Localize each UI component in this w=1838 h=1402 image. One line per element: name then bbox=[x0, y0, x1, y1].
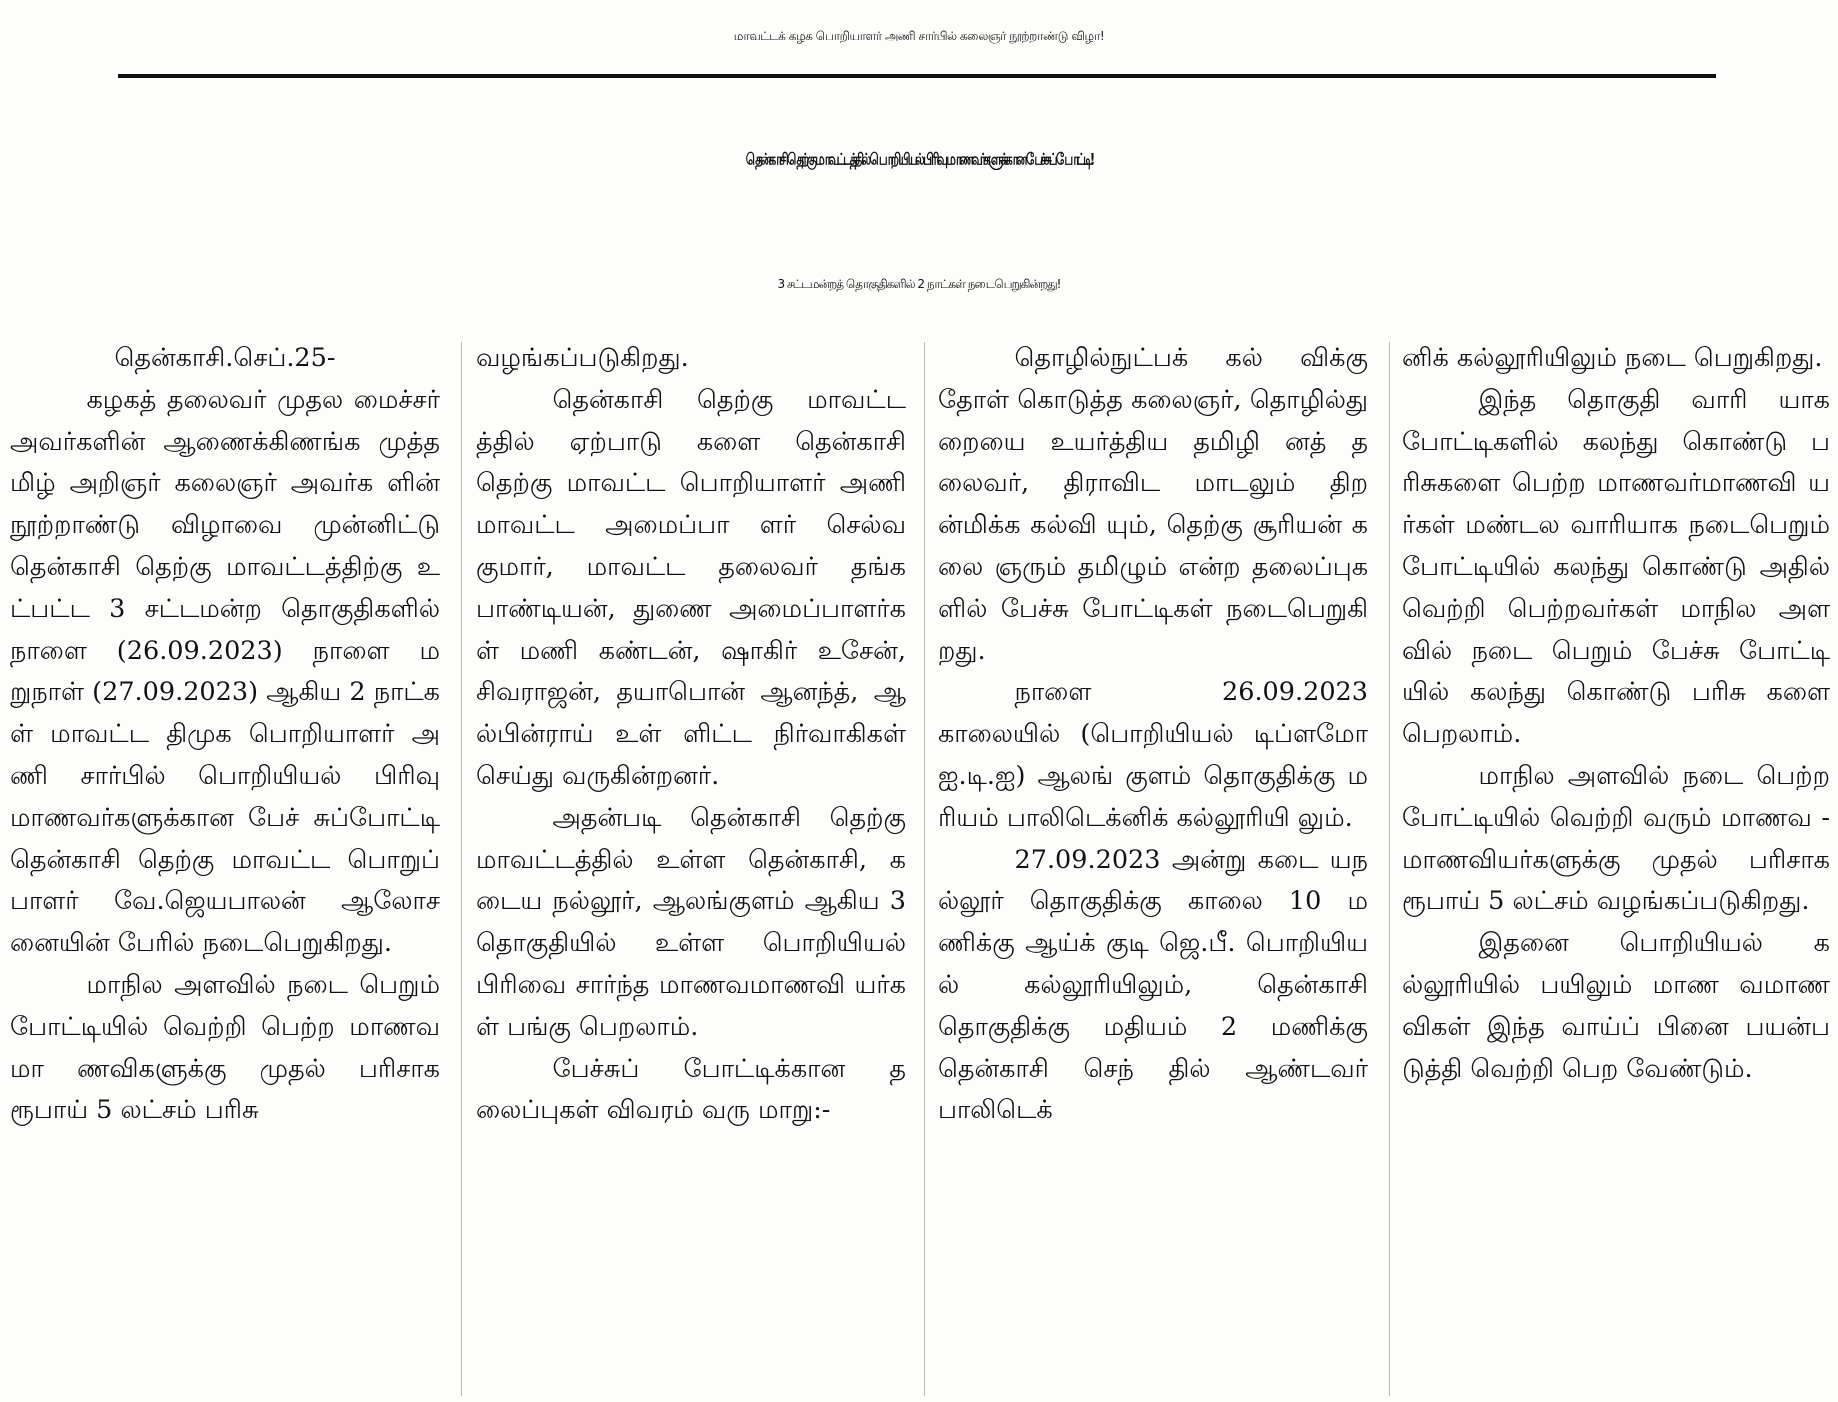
paragraph: நாளை 26.09.2023 காலையில் (பொறியியல் டிப்ளமோ ஐ.டி.ஐ) ஆலங் குளம் தொகுதிக்கு மரியம் பாலிடெக்னிக் கல்லூரியி லும். bbox=[938, 677, 1368, 833]
article-column-4 bbox=[1402, 338, 1830, 1398]
column-divider bbox=[461, 342, 462, 1396]
paragraph-continued: னிக் கல்லூரியிலும் நடை பெறுகிறது. bbox=[1402, 343, 1823, 373]
kicker-line: மாவட்டக் கழக பொறியாளர் அணி சார்பில் கலைஞர் நூற்றாண்டு விழா! bbox=[733, 29, 1105, 43]
paragraph: மாநில அளவில் நடை பெற்ற போட்டியில் வெற்றி வரும் மாணவ - மாணவியர்களுக்கு முதல் பரிசாக ரூபாய் 5 லட்சம் வழங்கப்படுகிறது. bbox=[1402, 760, 1830, 917]
paragraph: இதனை பொறியியல் கல்லூரியில் பயிலும் மாண வமாணவிகள் இந்த வாய்ப் பினை பயன்படுத்தி வெற்றி பெற வேண்டும். bbox=[1402, 928, 1830, 1084]
dateline: தென்காசி.செப்.25- bbox=[114, 343, 336, 373]
column-divider bbox=[1389, 342, 1390, 1396]
column-divider bbox=[924, 342, 925, 1396]
article-column-3 bbox=[938, 338, 1368, 1398]
paragraph: கழகத் தலைவர் முதல மைச்சர் அவர்களின் ஆணைக்கிணங்க முத்தமிழ் அறிஞர் கலைஞர் அவர்க ளின் நூற்றாண்டு விழாவை முன்னிட்டு தென்காசி தெற்கு மாவட்டத்திற்கு உட்பட்ட 3 சட்டமன்ற தொகுதிகளில் நாளை (26.09.2023) நாளை மறுநாள் (27.09.2023) ஆகிய 2 நாட்கள் மாவட்ட திமுக பொறியாளர் அணி சார்பில் பொறியியல் பிரிவு மாணவர்களுக்கான பேச் சுப்போட்டி தென்காசி தெற்கு மாவட்ட பொறுப் பாளர் வே.ஜெயபாலன் ஆலோசனையின் பேரில் நடைபெறுகிறது. bbox=[10, 384, 440, 959]
paragraph: மாநில அளவில் நடை பெறும் போட்டியில் வெற்றி பெற்ற மாணவமா ணவிகளுக்கு முதல் பரிசாக ரூபாய் 5 லட்சம் பரிசு bbox=[10, 969, 440, 1126]
paragraph: அதன்படி தென்காசி தெற்கு மாவட்டத்தில் உள்ள தென்காசி, கடைய நல்லூர், ஆலங்குளம் ஆகிய 3 தொகுதியில் உள்ள பொறியியல் பிரிவை சார்ந்த மாணவமாணவி யர்கள் பங்கு பெறலாம். bbox=[476, 802, 906, 1042]
paragraph: தென்காசி தெற்கு மாவட்டத்தில் ஏற்பாடு களை தென்காசி தெற்கு மாவட்ட பொறியாளர் அணி மாவட்ட அமைப்பா ளர் செல்வகுமார், மாவட்ட தலைவர் தங்க பாண்டியன், துணை அமைப்பாளர்கள் மணி கண்டன், ஷாகிர் உசேன், சிவராஜன், தயாபொன் ஆனந்த், ஆல்பின்ராய் உள் ளிட்ட நிர்வாகிகள் செய்து வருகின்றனர். bbox=[476, 384, 906, 791]
headline: தென்காசி தெற்கு மாவட்டத்தில் பொறியியல் பிரிவு மாணவர்களுக்கான பேச்சுப் போட்டி! bbox=[745, 149, 1093, 169]
paragraph: இந்த தொகுதி வாரி யாக போட்டிகளில் கலந்து கொண்டு பரிசுகளை பெற்ற மாணவர்மாணவி யர்கள் மண்டல வாரியாக நடைபெறும் போட்டியில் கலந்து கொண்டு அதில் வெற்றி பெற்றவர்கள் மாநில அளவில் நடை பெறும் பேச்சு போட்டி யில் கலந்து கொண்டு பரிசு களை பெறலாம். bbox=[1402, 384, 1830, 750]
paragraph-continued: வழங்கப்படுகிறது. bbox=[476, 343, 689, 373]
subheadline: 3 சட்டமன்றத் தொகுதிகளில் 2 நாட்கள் நடைபெறுகின்றது! bbox=[777, 277, 1061, 291]
article-column-2 bbox=[476, 338, 906, 1398]
paragraph: பேச்சுப் போட்டிக்கான தலைப்புகள் விவரம் வரு மாறு:- bbox=[476, 1053, 906, 1126]
article-column-1 bbox=[10, 338, 440, 1398]
paragraph: தொழில்நுட்பக் கல் விக்கு தோள் கொடுத்த கலைஞர், தொழில்து றையை உயர்த்திய தமிழி னத் தலைவர், திராவிட மாடலும் திறன்மிக்க கல்வி யும், தெற்கு சூரியன் கலை ஞரும் தமிழும் என்ற தலைப்புகளில் பேச்சு போட்டிகள் நடைபெறுகி றது. bbox=[938, 343, 1368, 666]
paragraph: 27.09.2023 அன்று கடை யநல்லூர் தொகுதிக்கு காலை 10 மணிக்கு ஆய்க் குடி ஜெ.பீ. பொறியியல் கல்லூரியிலும், தென்காசி தொகுதிக்கு மதியம் 2 மணிக்கு தென்காசி செந் தில் ஆண்டவர் பாலிடெக் bbox=[938, 844, 1368, 1126]
